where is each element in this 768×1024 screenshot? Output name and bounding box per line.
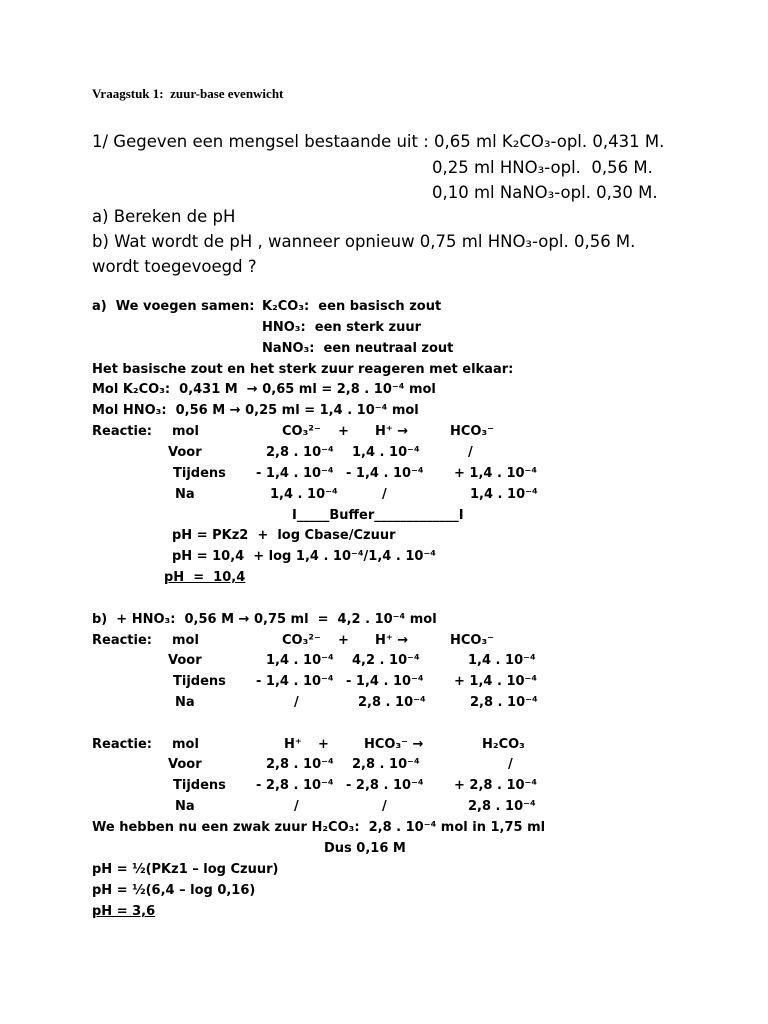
row-tijdens-2: - 1,4 . 10⁻⁴ [346,674,424,689]
row-tijdens-3: + 1,4 . 10⁻⁴ [454,466,538,481]
plus-sign: + [318,737,329,752]
mol-label: mol [172,633,199,648]
problem-line-3: 0,10 ml NaNO₃-opl. 0,30 M. [432,183,658,202]
question-a: a) Bereken de pH [92,207,236,226]
row-voor-3: / [508,757,513,772]
species-1: CO₃²⁻ [282,424,321,439]
reaction-statement: Het basische zout en het sterk zuur reageren met elkaar: [92,362,514,377]
species-3: HCO₃⁻ [450,424,495,439]
row-voor-2: 2,8 . 10⁻⁴ [352,757,420,772]
buffer-marker: I_____Buffer_____________I [292,508,464,523]
species-3: HCO₃⁻ [450,633,495,648]
row-voor-1: 1,4 . 10⁻⁴ [266,653,334,668]
species-2: H⁺ → [375,424,409,439]
row-na-1: 1,4 . 10⁻⁴ [270,487,338,502]
formula-a-2: pH = 10,4 + log 1,4 . 10⁻⁴/1,4 . 10⁻⁴ [172,549,436,564]
mol-hno3: Mol HNO₃: 0,56 M → 0,25 ml = 1,4 . 10⁻⁴ mol [92,403,419,418]
row-na-1: / [294,695,299,710]
row-tijdens-label: Tijdens [173,674,226,689]
species-3: H₂CO₃ [482,737,525,752]
substance-nano3: NaNO₃: een neutraal zout [262,341,454,356]
row-voor-2: 4,2 . 10⁻⁴ [352,653,420,668]
row-na-label: Na [175,487,195,502]
row-tijdens-3: + 2,8 . 10⁻⁴ [454,778,538,793]
row-tijdens-1: - 1,4 . 10⁻⁴ [256,466,334,481]
formula-b-2: pH = ½(6,4 – log 0,16) [92,883,256,898]
part-a-intro: a) We voegen samen: [92,299,255,314]
reactie-label: Reactie: [92,424,152,439]
species-1: CO₃²⁻ [282,633,321,648]
question-b: b) Wat wordt de pH , wanneer opnieuw 0,75 ml HNO₃-opl. 0,56 M. [92,232,636,251]
mol-label: mol [172,424,199,439]
problem-line-2: 0,25 ml HNO₃-opl. 0,56 M. [432,158,653,177]
plus-sign: + [338,633,349,648]
row-tijdens-2: - 2,8 . 10⁻⁴ [346,778,424,793]
row-voor-3: 1,4 . 10⁻⁴ [468,653,536,668]
row-na-2: / [382,487,387,502]
row-tijdens-label: Tijdens [173,466,226,481]
species-1: H⁺ [284,737,302,752]
question-b-continued: wordt toegevoegd ? [92,257,257,276]
row-voor-label: Voor [168,653,202,668]
row-voor-label: Voor [168,757,202,772]
substance-k2co3: K₂CO₃: een basisch zout [262,299,442,314]
concentration-result: Dus 0,16 M [324,841,406,856]
row-na-2: / [382,799,387,814]
row-na-3: 2,8 . 10⁻⁴ [470,695,538,710]
row-voor-1: 2,8 . 10⁻⁴ [266,757,334,772]
problem-line-1: 1/ Gegeven een mengsel bestaande uit : 0,65 ml K₂CO₃-opl. 0,431 M. [92,132,665,151]
row-voor-2: 1,4 . 10⁻⁴ [352,445,420,460]
row-tijdens-1: - 1,4 . 10⁻⁴ [256,674,334,689]
formula-b-1: pH = ½(PKz1 – log Czuur) [92,862,279,877]
mol-k2co3: Mol K₂CO₃: 0,431 M → 0,65 ml = 2,8 . 10⁻⁴ mol [92,382,436,397]
weak-acid-statement: We hebben nu een zwak zuur H₂CO₃: 2,8 . 10⁻⁴ mol in 1,75 ml [92,820,546,835]
row-na-1: / [294,799,299,814]
row-tijdens-3: + 1,4 . 10⁻⁴ [454,674,538,689]
reactie-label: Reactie: [92,633,152,648]
row-voor-3: / [468,445,473,460]
exercise-heading: Vraagstuk 1: zuur-base evenwicht [92,86,284,101]
row-na-label: Na [175,695,195,710]
formula-a-1: pH = PKz2 + log Cbase/Czuur [172,528,396,543]
result-a: pH = 10,4 [164,570,246,585]
row-na-3: 1,4 . 10⁻⁴ [470,487,538,502]
species-2: HCO₃⁻ → [364,737,424,752]
row-voor-1: 2,8 . 10⁻⁴ [266,445,334,460]
row-tijdens-1: - 2,8 . 10⁻⁴ [256,778,334,793]
result-b: pH = 3,6 [92,904,156,919]
plus-sign: + [338,424,349,439]
row-na-2: 2,8 . 10⁻⁴ [358,695,426,710]
row-voor-label: Voor [168,445,202,460]
mol-label: mol [172,737,199,752]
row-na-label: Na [175,799,195,814]
row-na-3: 2,8 . 10⁻⁴ [468,799,536,814]
part-b-intro: b) + HNO₃: 0,56 M → 0,75 ml = 4,2 . 10⁻⁴ mol [92,612,437,627]
substance-hno3: HNO₃: een sterk zuur [262,320,422,335]
row-tijdens-2: - 1,4 . 10⁻⁴ [346,466,424,481]
reactie-label: Reactie: [92,737,152,752]
row-tijdens-label: Tijdens [173,778,226,793]
species-2: H⁺ → [375,633,409,648]
